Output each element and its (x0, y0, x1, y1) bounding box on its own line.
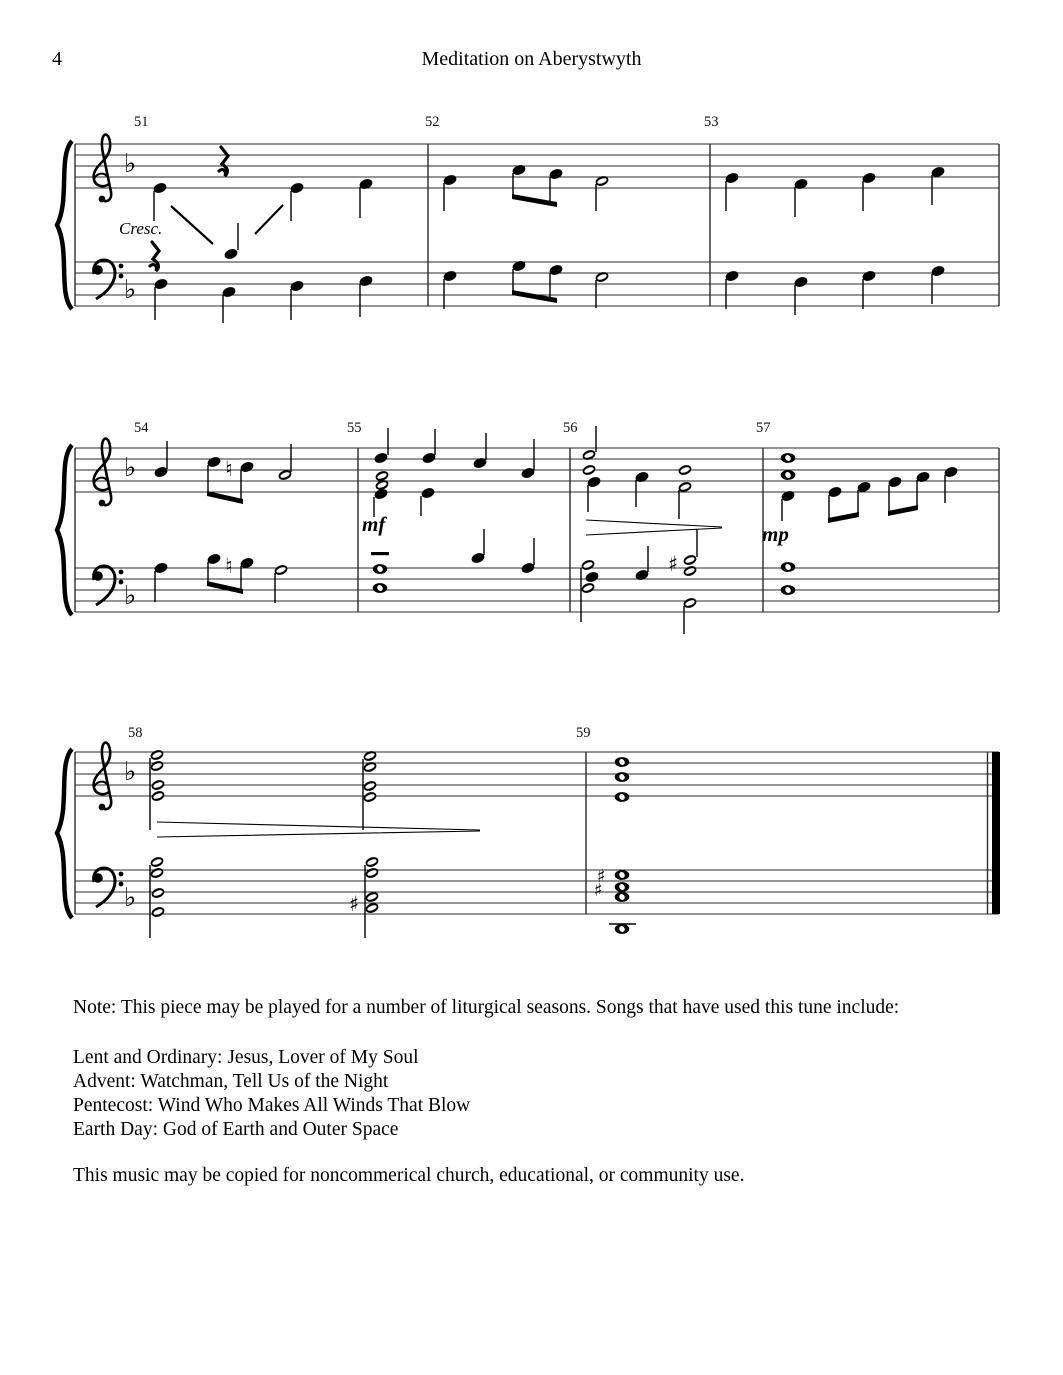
measure-number-58: 58 (128, 725, 143, 741)
stems (150, 758, 363, 830)
stems (155, 284, 360, 323)
key-flat-icon: ♭ (124, 757, 137, 787)
measure-57-notes (780, 453, 959, 595)
half-note (580, 558, 596, 571)
stems (150, 865, 365, 938)
treble-clef-icon (94, 439, 112, 507)
measure-number-57: 57 (756, 420, 771, 436)
mf-dynamic: mf (362, 512, 386, 536)
bass-clef-icon (93, 868, 123, 907)
tune-uses-list (73, 1046, 470, 1142)
note (373, 451, 389, 464)
whole-note (615, 924, 630, 934)
measure-number-51: 51 (134, 114, 149, 130)
treble-staff-lines (75, 752, 999, 796)
half-note (364, 866, 380, 879)
tune-use-item: Advent: Watchman, Tell Us of the Night (73, 1071, 389, 1093)
beam (828, 512, 859, 523)
barlines (75, 144, 999, 306)
sharp-icon: ♯ (668, 552, 679, 576)
key-flat-icon: ♭ (124, 581, 137, 611)
natural-icon: ♮ (225, 554, 233, 578)
liturgical-note: Note: This piece may be played for a number of liturgical seasons. Songs that have used this tune include: (73, 997, 900, 1018)
page-title: Meditation on Aberystwyth (421, 48, 642, 70)
measure-56-notes (580, 426, 722, 634)
beam (888, 505, 918, 516)
measure-number-54: 54 (134, 420, 149, 436)
stems (444, 173, 596, 211)
note (223, 247, 239, 260)
system-3 (57, 725, 1000, 938)
bass-clef-icon (93, 566, 123, 605)
barlines (75, 752, 988, 914)
half-note (150, 789, 166, 802)
half-note (677, 463, 693, 476)
measure-number-59: 59 (576, 725, 591, 741)
half-note (150, 905, 166, 918)
measure-59-notes (594, 757, 636, 934)
sharp-icon: ♯ (349, 892, 360, 916)
stems (374, 428, 534, 517)
half-note (149, 759, 165, 772)
half-note (150, 778, 166, 791)
mp-dynamic: mp (762, 522, 789, 546)
half-note (581, 448, 597, 461)
half-note (682, 564, 698, 577)
system-brace (57, 141, 72, 309)
stems (581, 529, 697, 634)
whole-note (615, 792, 630, 802)
measure-number-53: 53 (704, 114, 719, 130)
whole-note (615, 772, 630, 782)
whole-note (373, 564, 388, 574)
half-note (149, 855, 165, 868)
license-note: This music may be copied for noncommerical church, educational, or community use. (73, 1165, 745, 1186)
tune-use-item: Earth Day: God of Earth and Outer Space (73, 1119, 399, 1141)
half-note (362, 779, 378, 792)
sharp-icon: ♯ (594, 880, 603, 901)
sharp-icon: ♯ (597, 866, 606, 887)
stems (484, 529, 534, 565)
diminuendo-hairpin (586, 520, 722, 535)
measure-number-52: 52 (425, 114, 440, 130)
half-note (364, 855, 380, 868)
tenuto-mark (371, 552, 389, 555)
bass-staff-lines (75, 568, 999, 612)
key-flat-icon: ♭ (124, 275, 137, 305)
tune-use-item: Lent and Ordinary: Jesus, Lover of My Soul (73, 1047, 419, 1068)
quarter-rest-icon (150, 242, 159, 271)
treble-clef-icon (94, 743, 112, 811)
stems (726, 175, 932, 217)
half-note (362, 749, 378, 762)
whole-note (781, 562, 796, 572)
beam (207, 491, 243, 504)
treble-staff-lines (75, 144, 999, 188)
half-note (149, 866, 165, 879)
system-brace (57, 749, 72, 918)
whole-note (373, 583, 388, 593)
measure-number-56: 56 (563, 420, 578, 436)
treble-clef-icon (94, 135, 112, 203)
note (584, 570, 600, 583)
key-flat-icon: ♭ (124, 149, 137, 179)
note (420, 486, 436, 499)
voice-lines (171, 205, 283, 244)
whole-note (615, 892, 630, 902)
stems (588, 426, 679, 519)
system-1 (57, 114, 999, 323)
crescendo-text: Cresc. (119, 219, 163, 238)
whole-note (781, 585, 796, 595)
key-flat-icon: ♭ (124, 453, 137, 483)
whole-note (615, 757, 630, 767)
whole-note (781, 453, 796, 463)
half-note (581, 463, 597, 476)
final-barline (992, 752, 1000, 914)
system-brace (57, 445, 72, 615)
whole-note (615, 870, 630, 880)
note (373, 487, 389, 500)
beam (207, 581, 243, 594)
half-note (362, 790, 378, 803)
stems (782, 475, 945, 521)
half-note (149, 748, 165, 761)
measure-number-55: 55 (347, 420, 362, 436)
bass-staff-lines (75, 870, 999, 914)
quarter-rest-icon (219, 147, 228, 176)
diminuendo-hairpin (157, 822, 480, 837)
measure-51-notes (150, 147, 374, 323)
measure-58-notes (149, 748, 480, 938)
measure-52-notes (442, 163, 610, 309)
half-note (362, 760, 378, 773)
system-2 (57, 420, 999, 634)
key-flat-icon: ♭ (124, 883, 137, 913)
whole-note (615, 882, 630, 892)
natural-icon: ♮ (225, 457, 233, 481)
half-note (682, 553, 698, 566)
page-number: 4 (52, 48, 62, 70)
half-note (150, 886, 166, 899)
tune-use-item: Pentecost: Wind Who Makes All Winds That Blow (73, 1095, 471, 1117)
whole-note (781, 470, 796, 480)
bass-clef-icon (93, 260, 123, 299)
stems (444, 269, 596, 309)
half-note (580, 581, 596, 594)
